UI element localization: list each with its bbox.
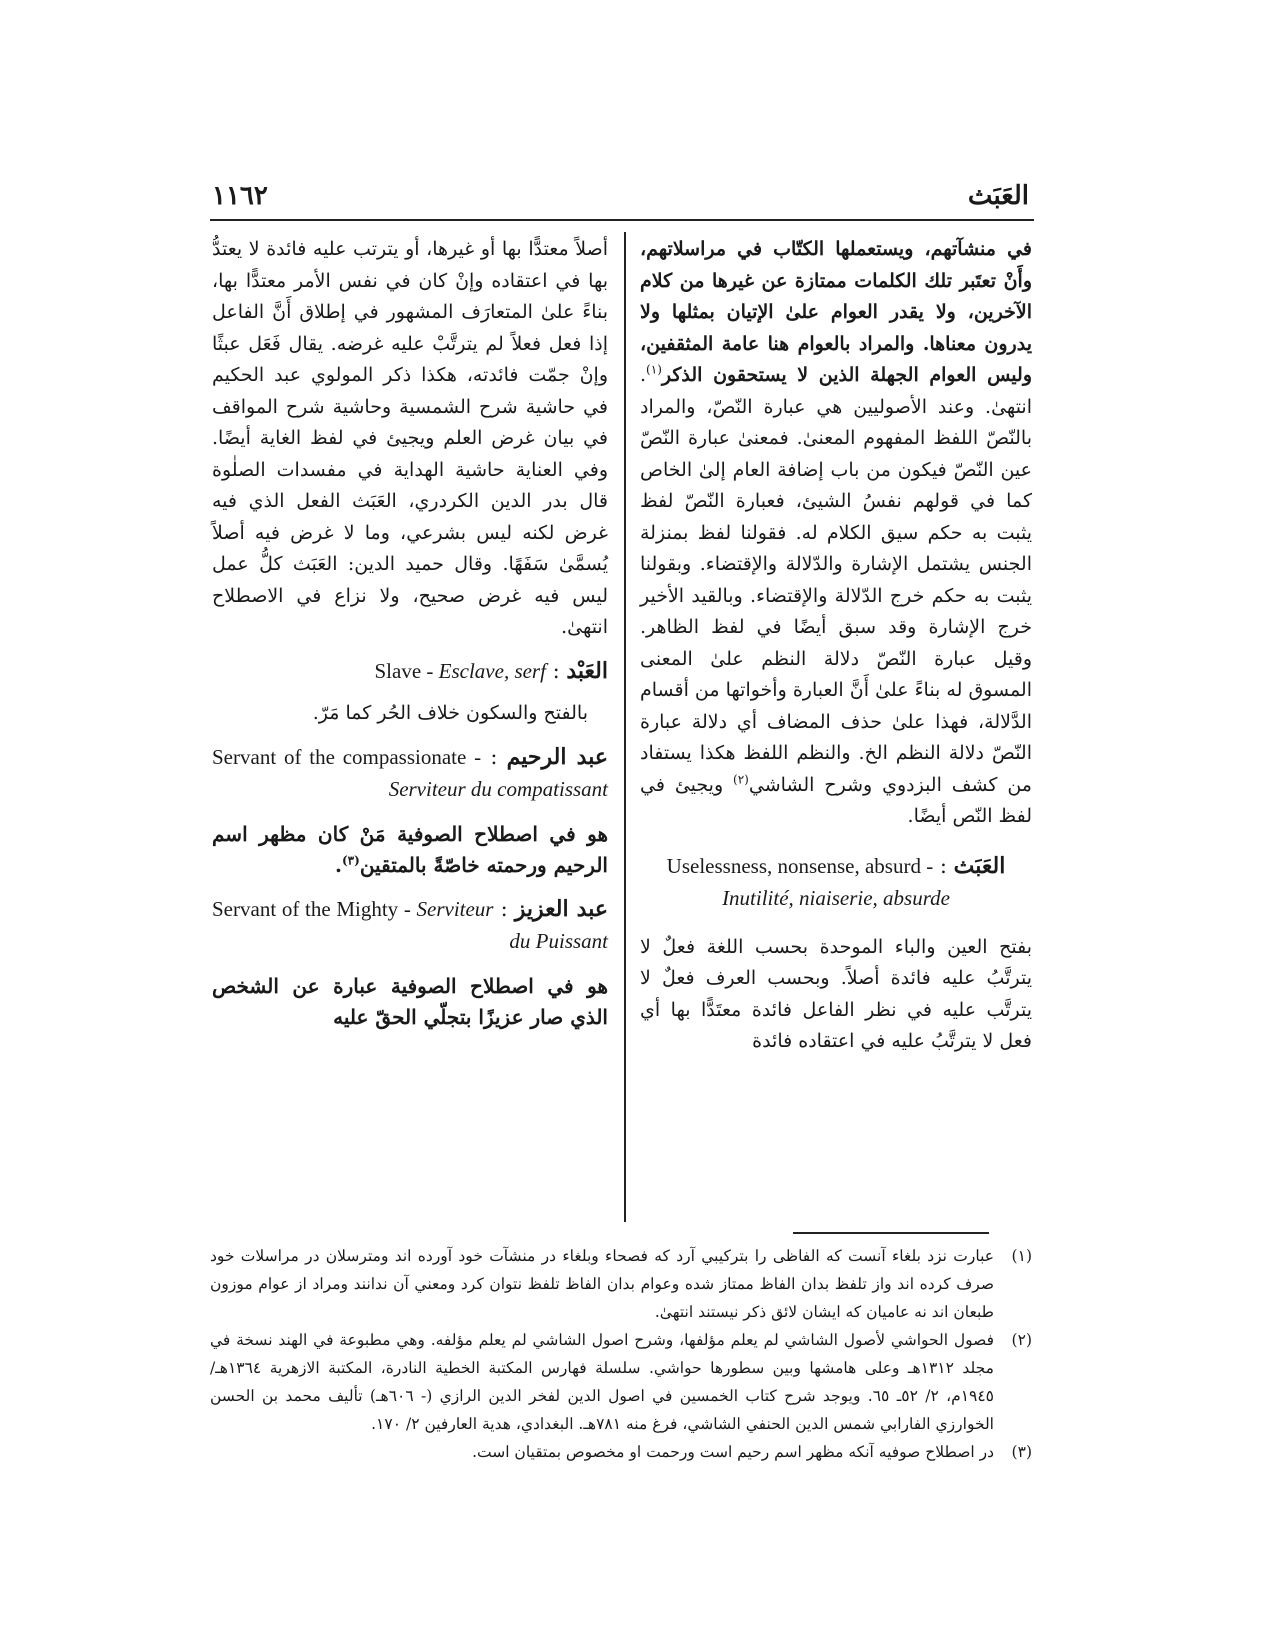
entry-translation-english: Uselessness, nonsense, absurd -: [666, 853, 934, 878]
footnote-ref-1[interactable]: (١): [646, 362, 662, 377]
abd-al-rahim-end: .: [335, 853, 342, 877]
footnote-mark: (١): [1011, 1247, 1032, 1265]
entry-term: عبد الرحيم: [506, 743, 608, 770]
left-column: [212, 234, 608, 1034]
abath-definition: بفتح العين والباء الموحدة بحسب اللغة فعلٌ لا يترتَّبُ عليه فائدة أصلاً. وبحسب العرف فعلٌ لا يترتَّب عليه في نظر الفاعل فائدة معتَدًّا بها أي فعل لا يترتَّبُ عليه في اعتقاده فائدة: [640, 935, 1032, 1052]
running-head-title: العَبَث: [967, 181, 1029, 211]
entry-translation-french: Esclave, serf: [438, 658, 546, 683]
entry-translation-french: Serviteur du compatissant: [388, 777, 608, 801]
footnote-mark: (٣): [1011, 1443, 1032, 1461]
ibara-body-text: . انتهىٰ. وعند الأصوليين هي عبارة النّصّ، والمراد بالنّصّ اللفظ المفهوم المعنىٰ. فمعنىٰ عبارة النّصّ عين النّصّ فيكون من باب إضافة العام إلىٰ الخاص كما في قولهم نفسُ الشيئ، فعبارة النّصّ لفظ يثبت به حكم سيق الكلام له. فقولنا لفظ بمنزلة الجنس يشتمل الإشارة والدّلالة والإقتضاء. وبقولنا يثبت به حكم خرج الدّلالة والإقتضاء. وبالقيد الأخير خرج الإشارة وقد سبق أيضًا في لفظ الظاهر. وقيل عبارة النّصّ دلالة النظم علىٰ المعنى المسوق له بناءً علىٰ أَنَّ العبارة وأخواتها من أقسام الدَّلالة، فهذا علىٰ حذف المضاف أي دلالة عبارة النّصّ دلالة النظم الخ. والنظم اللفظ هكذا يستفاد من كشف البزدوي وشرح الشاشي: [640, 364, 1032, 796]
footnote-2: [210, 1326, 1032, 1438]
entry-translation: [667, 854, 950, 911]
abd-definition: بالفتح والسكون خلاف الحُر كما مَرّ.: [312, 702, 588, 724]
entry-term: العَبْد: [566, 657, 608, 684]
footnote-ref-2[interactable]: (٢): [733, 772, 749, 787]
entry-translation-english: Slave -: [374, 658, 439, 683]
entry-heading-abd-al-rahim: [212, 742, 608, 807]
entry-separator: :: [481, 744, 507, 769]
entry-separator: :: [493, 896, 515, 921]
abd-al-aziz-definition: هو في اصطلاح الصوفية عبارة عن الشخص الذي صار عزيزًا بتجلّي الحقّ عليه: [212, 973, 608, 1029]
entry-term: عبد العزيز: [514, 895, 608, 922]
footnote-rule: [793, 1232, 989, 1234]
entry-translation-french: Inutilité, niaiserie, absurde: [722, 886, 950, 910]
ibara-bold-text: في منشآتهم، ويستعملها الكتّاب في مراسلاتهم، وأَنْ تعتَبر تلك الكلمات ممتازة عن غيرها من كلام الآخرين، ولا يقدر العوام علىٰ الإتيان بمثلها ولا يدرون معناها. والمراد بالعوام هنا عامة المثقفين، وليس العوام الجهلة الذين لا يستحقون الذكر: [640, 238, 1032, 386]
abd-al-rahim-text: هو في اصطلاح الصوفية مَنْ كان مظهر اسم الرحيم ورحمته خاصّةً بالمتقين: [212, 821, 608, 877]
footnote-text: فصول الحواشي لأصول الشاشي لم يعلم مؤلفها، وشرح اصول الشاشي لم يعلم مؤلفه. وهي مطبوعة في الهند نسخة في مجلد ١٣١٢هـ وعلى هامشها وبين سطورها حواشي. سلسلة فهارس المكتبة الخطية النادرة، المكتبة الازهرية ١٣٦٤هـ/ ١٩٤٥م، ٢/ ٥٢ـ ٦٥. ويوجد شرح كتاب الخمسين في اصول الدين لفخر الدين الرازي (- ٦٠٦هـ) تأليف محمد بن الحسن الخوارزي الفارابي شمس الدين الحنفي الشاشي، فرغ منه ٧٨١هـ. البغدادي، هدية العارفين ٢/ ١٧٠.: [210, 1331, 995, 1433]
ibara-entry-continuation: [640, 234, 1032, 833]
ibara-end-text: ويجيئ في لفظ النّص أيضًا.: [640, 773, 1032, 827]
entry-translation-english: Servant of the compassionate -: [212, 744, 482, 769]
entry-separator: :: [933, 853, 954, 878]
footnote-text: عبارت نزد بلغاء آنست كه الفاظى را بتركيبي آرد كه فصحاء وبلغاء در منشآت خود آورده اند ومترسلان در مراسلات خود صرف كرده اند واز تلفظ بدان الفاظ ممتاز شده وعوام بدان الفاظ تلفظ نتوان كرد ومعني آن ندانند ومراد از عوام موزون طبعان اند نه عاميان كه ايشان لائق ذكر نيستند انتهىٰ.: [210, 1247, 994, 1321]
abd-al-rahim-definition: [212, 819, 608, 882]
right-column: [640, 234, 1032, 1058]
page-number: ١١٦٢: [212, 181, 268, 211]
footnote-mark: (٢): [1011, 1331, 1032, 1349]
abath-continuation: أصلاً معتدًّا بها أو غيرها، أو يترتب عليه فائدة لا يعتدُّ بها في اعتقاده وإنْ كان في نفس الأمر معتدًّا بها، بناءً علىٰ المتعارَف المشهور في إطلاق أَنَّ الفاعل إذا فعل فعلاً لم يترتَّبْ عليه غرضه. يقال فَعَل عبثًا وإنْ جمّت فائدته، هكذا ذكر المولوي عبد الحكيم في حاشية شرح الشمسية وحاشية شرح المواقف في بيان غرض العلم ويجيئ في لفظ الغاية أيضًا. وفي العناية حاشية الهداية في مفسدات الصلٰوة قال بدر الدين الكردري، العَبَث الفعل الذي فيه غرض لكنه ليس بشرعي، وما لا غرض فيه أصلاً يُسمَّىٰ سَفَهًا. وقال حميد الدين: العَبَث كلُّ عمل ليس فيه غرض صحيح، ولا نزاع في الاصطلاح انتهىٰ.: [212, 238, 608, 638]
footnote-text: در اصطلاح صوفيه آنكه مظهر اسم رحيم است ورحمت او مخصوص بمتقيان است.: [472, 1443, 994, 1461]
footnote-ref-3[interactable]: (٣): [341, 853, 360, 868]
footnote-3: [210, 1438, 1032, 1466]
footnote-1: [210, 1242, 1032, 1326]
entry-translation-french: Serviteur du Puissant: [416, 896, 608, 953]
entry-term: العَبَث: [953, 852, 1006, 879]
entry-heading-abd: [212, 656, 608, 689]
column-divider: [624, 232, 626, 1222]
entry-heading-abath: [640, 851, 1032, 916]
entry-separator: :: [545, 658, 567, 683]
footnotes: [210, 1242, 1032, 1466]
entry-translation-english: Servant of the Mighty -: [212, 896, 417, 921]
entry-heading-abd-al-aziz: [212, 894, 608, 959]
header-rule: [210, 219, 1034, 221]
